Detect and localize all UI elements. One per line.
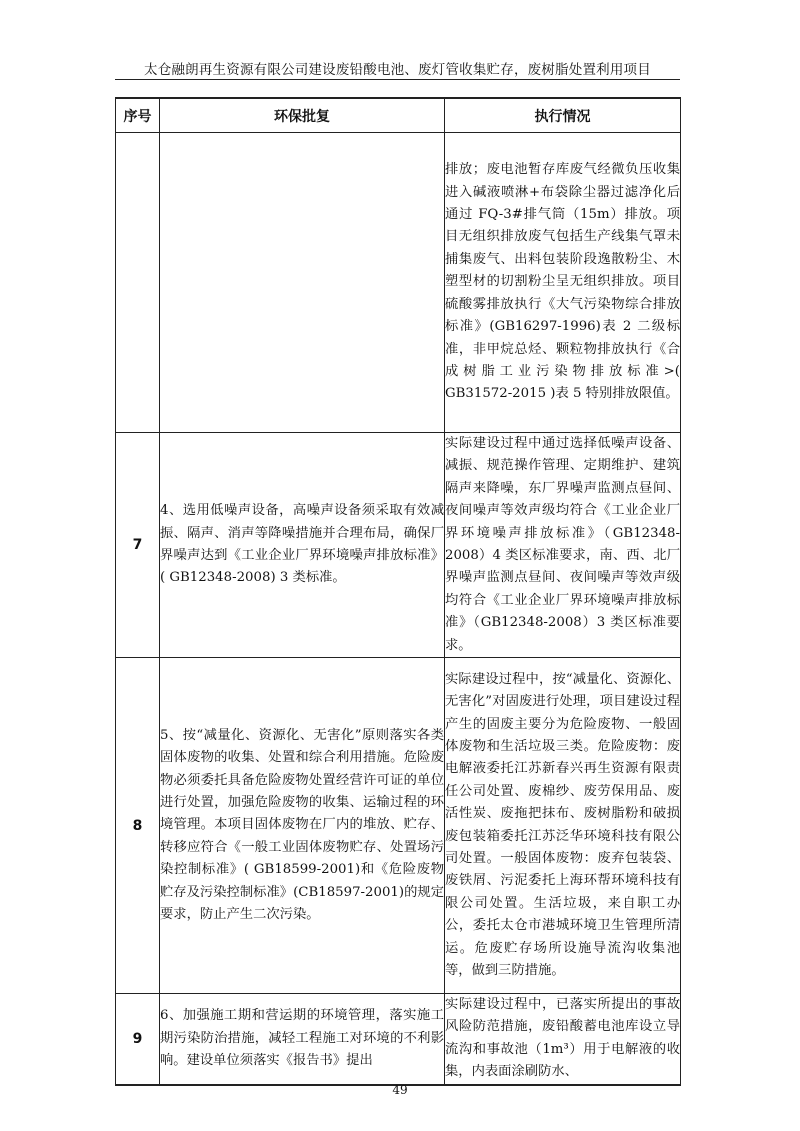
document-header: 太仓融朗再生资源有限公司建设废铅酸电池、废灯管收集贮存，废树脂处置利用项目 — [144, 62, 651, 78]
status-cell: 实际建设过程中，已落实所提出的事故风险防范措施，废铅酸蓄电池库设立导流沟和事故池（1m³）用于电解液的收集，内表面涂刷防水、 — [445, 994, 681, 1085]
column-header-no: 序号 — [116, 98, 160, 133]
table-row — [116, 994, 681, 1085]
approval-cell: 4、选用低噪声设备，高噪声设备须采取有效减振、隔声、消声等降噪措施并合理布局，确保厂界噪声达到《工业企业厂界环境噪声排放标准》( GB12348-2008) 3 类标准。 — [160, 433, 445, 658]
row-number — [116, 133, 160, 433]
column-header-approval: 环保批复 — [160, 98, 445, 133]
approval-cell — [160, 133, 445, 433]
approval-cell: 6、加强施工期和营运期的环境管理，落实施工期污染防治措施，减轻工程施工对环境的不利影响。建设单位须落实《报告书》提出 — [160, 994, 445, 1085]
row-number: 8 — [116, 658, 160, 994]
page-number: 49 — [392, 1083, 408, 1097]
row-number: 7 — [116, 433, 160, 658]
status-cell: 实际建设过程中通过选择低噪声设备、减振、规范操作管理、定期维护、建筑隔声来降噪，东厂界噪声监测点昼间、夜间噪声等效声级均符合《工业企业厂界环境噪声排放标准》（GB12348-2008）4 类区标准要求，南、西、北厂界噪声监测点昼间、夜间噪声等效声级均符合《工业企业厂界环境噪声排放标准》（GB12348-2008）3 类区标准要求。 — [445, 433, 681, 658]
approval-cell: 5、按“减量化、资源化、无害化”原则落实各类固体废物的收集、处置和综合利用措施。危险废物必须委托具备危险废物处置经营许可证的单位进行处置，加强危险废物的收集、运输过程的环境管理。本项目固体废物在厂内的堆放、贮存、转移应符合《一般工业固体废物贮存、处置场污染控制标准》( GB18599-2001)和《危险废物贮存及污染控制标准》(CB18597-2001)的规定要求，防止产生二次污染。 — [160, 658, 445, 994]
status-cell: 实际建设过程中，按“减量化、资源化、无害化”对固废进行处理，项目建设过程产生的固废主要分为危险废物、一般固体废物和生活垃圾三类。危险废物：废电解液委托江苏新春兴再生资源有限责任公司处置、废棉纱、废劳保用品、废活性炭、废拖把抹布、废树脂粉和破损废包装箱委托江苏泛华环境科技有限公司处置。一般固体废物：废弃包装袋、废铁屑、污泥委托上海环帮环境科技有限公司处置。生活垃圾，来自职工办公，委托太仓市港城环境卫生管理所清运。危废贮存场所设施导流沟收集池等，做到三防措施。 — [445, 658, 681, 994]
table-header-row — [116, 98, 681, 133]
status-cell: 排放；废电池暂存库废气经微负压收集进入碱液喷淋+布袋除尘器过滤净化后通过 FQ-3#排气筒（15m）排放。项目无组织排放废气包括生产线集气罩未捕集废气、出料包装阶段逸散粉尘、木塑型材的切割粉尘呈无组织排放。项目硫酸雾排放执行《大气污染物综合排放标准》(GB16297-1996)表 2 二级标准，非甲烷总烃、颗粒物排放执行《合成树脂工业污染物排放标准>( GB31572-2015 )表 5 特别排放限值。 — [445, 133, 681, 433]
table-row — [116, 133, 681, 433]
column-header-status: 执行情况 — [445, 98, 681, 133]
approval-table — [115, 97, 681, 1086]
row-number: 9 — [116, 994, 160, 1085]
table-row — [116, 433, 681, 658]
header-rule — [115, 79, 680, 80]
table-row — [116, 658, 681, 994]
